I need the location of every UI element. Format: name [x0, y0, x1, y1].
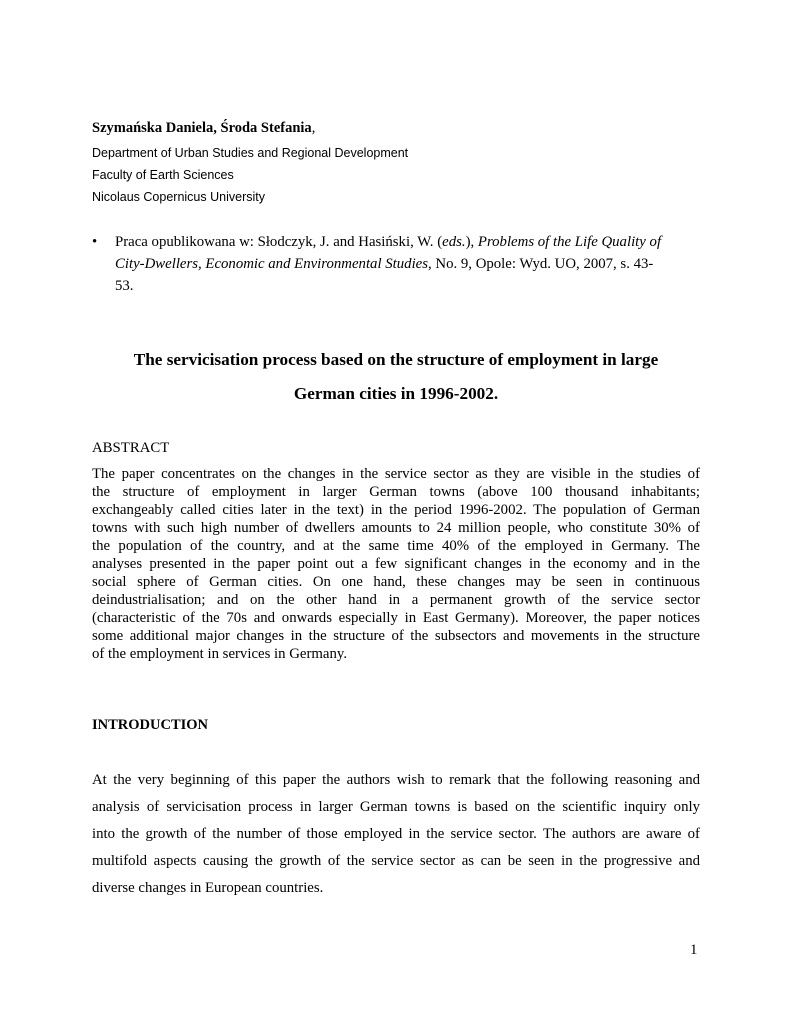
abstract-line: The paper concentrates on the changes in the service sector as they are visible in the studies of — [92, 466, 700, 482]
abstract-line: exchangeably called cities later in the text) in the period 1996-2002. The population of German — [92, 502, 700, 518]
abstract-label: ABSTRACT — [92, 440, 170, 456]
page-number: 1 — [690, 942, 698, 958]
introduction-line: diverse changes in European countries. — [92, 880, 324, 896]
publication-suffix-line-2: , No. 9, Opole: Wyd. UO, 2007, s. 43- — [428, 256, 654, 272]
paper-title-line-1: The servicisation process based on the structure of employment in large — [133, 350, 659, 369]
abstract-line: deindustrialisation; and on the other hand in a permanent growth of the service sector — [92, 592, 700, 608]
publication-note-line-2 — [115, 253, 700, 275]
publication-prefix: Praca opublikowana w: Słodczyk, J. and Hasiński, W. ( — [115, 234, 443, 250]
introduction-line: At the very beginning of this paper the authors wish to remark that the following reasoning and — [92, 772, 700, 788]
affiliation-department: Department of Urban Studies and Regional Development — [92, 146, 409, 160]
publication-mid: ), — [465, 234, 478, 250]
abstract-line: the population of the country, and at the same time 40% of the employed in Germany. The — [92, 538, 700, 554]
abstract-body — [92, 465, 700, 663]
introduction-heading: INTRODUCTION — [92, 717, 209, 733]
abstract-line: the structure of employment in larger German towns (above 100 thousand inhabitants; — [92, 484, 700, 500]
bullet-icon: • — [92, 234, 98, 250]
affiliation-university: Nicolaus Copernicus University — [92, 190, 265, 204]
paper-title-line-2: German cities in 1996-2002. — [293, 384, 499, 403]
publication-title-part-2: City-Dwellers, Economic and Environmental Studies — [115, 256, 429, 272]
affiliation-faculty: Faculty of Earth Sciences — [92, 168, 234, 182]
publication-note-line-3: 53. — [115, 278, 134, 294]
introduction-body — [92, 767, 700, 902]
publication-note-text — [115, 231, 700, 297]
introduction-line: analysis of servicisation process in larger German towns is based on the scientific inquiry only — [92, 799, 700, 815]
author-trailing-comma: , — [311, 120, 316, 136]
introduction-line: into the growth of the number of those employed in the service sector. The authors are aware of — [92, 826, 700, 842]
abstract-line: some additional major changes in the structure of the subsectors and movements in the structure — [92, 628, 700, 644]
publication-eds: eds. — [442, 234, 466, 250]
abstract-line: towns with such high number of dwellers amounts to 24 million people, who constitute 30% of — [92, 520, 700, 536]
abstract-line: (characteristic of the 70s and onwards especially in East Germany). Moreover, the paper notices — [92, 610, 700, 626]
abstract-line: analyses presented in the paper point out a few significant changes in the economy and in the — [92, 556, 700, 572]
introduction-line: multifold aspects causing the growth of the service sector as can be seen in the progressive and — [92, 853, 700, 869]
authors — [92, 119, 315, 137]
abstract-line: of the employment in services in Germany. — [92, 646, 348, 662]
abstract-line: social sphere of German cities. On one hand, these changes may be seen in continuous — [92, 574, 700, 590]
publication-title-part-1: Problems of the Life Quality of — [477, 234, 662, 250]
publication-note-line-1 — [115, 231, 700, 253]
author-names: Szymańska Daniela, Środa Stefania — [92, 120, 312, 136]
